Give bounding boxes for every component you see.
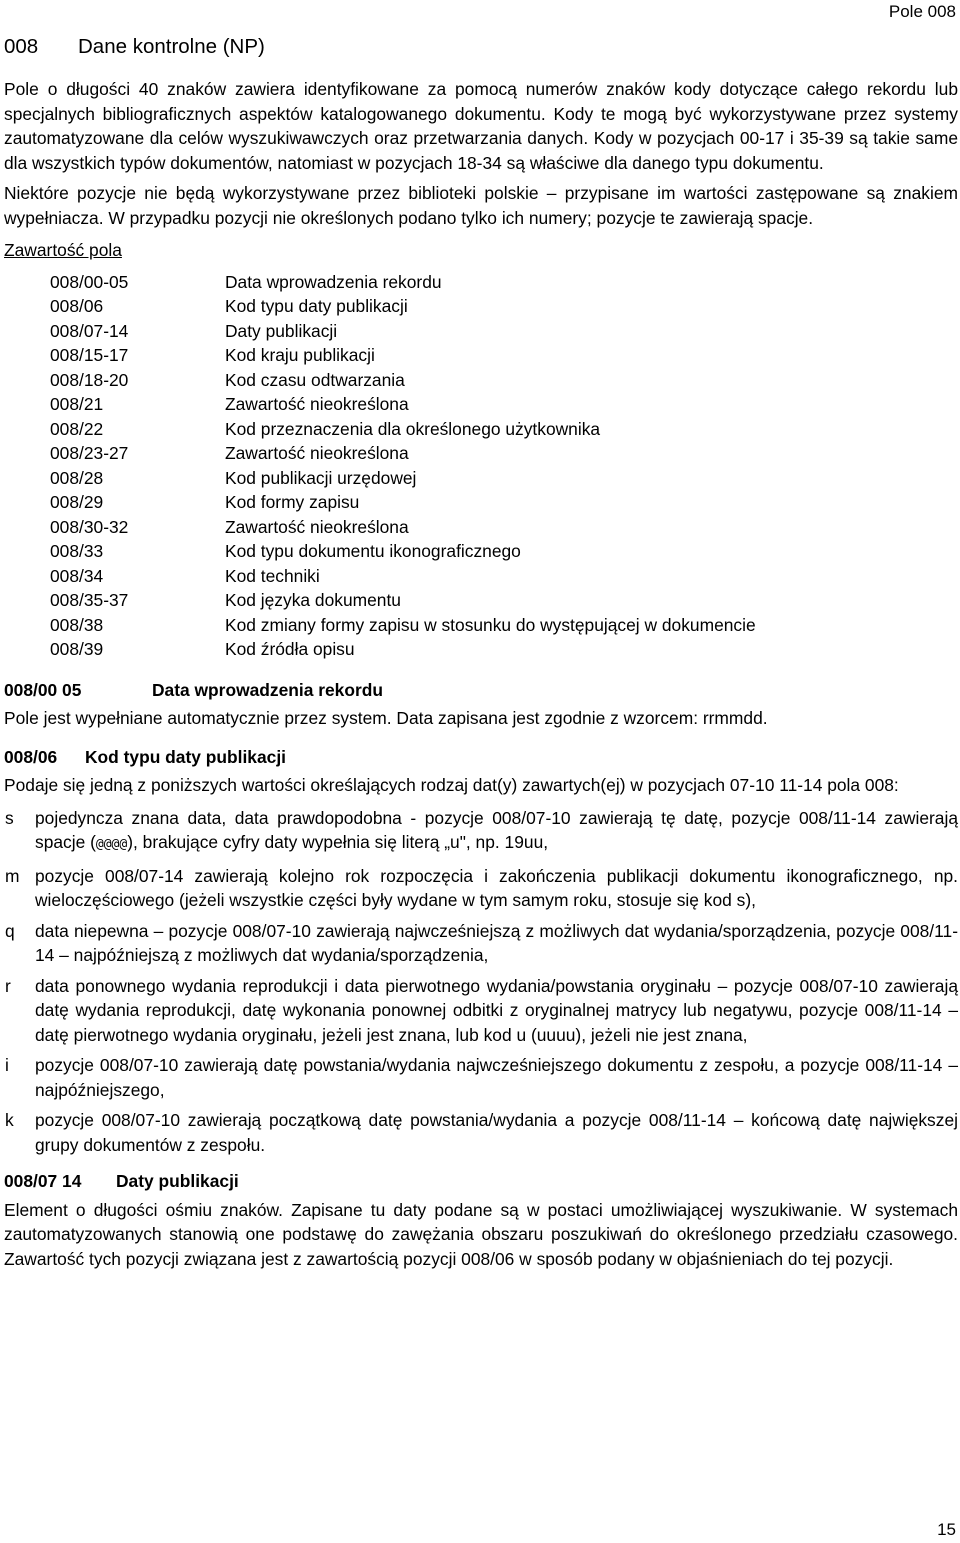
document-body — [4, 77, 958, 1271]
contents-code: 008/15-17 — [50, 345, 129, 365]
code-list — [4, 806, 958, 1158]
contents-code: 008/38 — [50, 614, 104, 635]
section-title: Data wprowadzenia rekordu — [152, 679, 383, 700]
contents-label: Kod czasu odtwarzania — [225, 369, 405, 390]
contents-label: Kod formy zapisu — [225, 492, 360, 512]
contents-label: Kod źródła opisu — [225, 639, 355, 659]
contents-label: Kod publikacji urzędowej — [225, 467, 417, 488]
contents-code: 008/07-14 — [50, 320, 129, 341]
contents-label: Data wprowadzenia rekordu — [225, 271, 442, 292]
page-number: 15 — [937, 1520, 956, 1539]
contents-row — [50, 343, 958, 368]
field-number: 008 — [4, 35, 39, 58]
contents-row — [50, 515, 958, 540]
contents-label: Daty publikacji — [225, 320, 338, 341]
code-description: pozycje 008/07-14 zawierają kolejno rok rozpoczęcia i zakończenia publikacji dokumentu ikonograficznego, np. wieloczęściowego (jeżeli wszystkie części były wydane w tym samym roku, stosuje się kod s), — [35, 865, 958, 910]
contents-code: 008/06 — [50, 296, 104, 316]
contents-row — [50, 588, 958, 613]
page-title — [4, 34, 265, 60]
contents-label: Kod kraju publikacji — [225, 345, 375, 365]
contents-label: Kod typu daty publikacji — [225, 296, 408, 316]
space-symbols: @@@@ — [95, 837, 128, 852]
contents-row — [50, 417, 958, 442]
section-code: 008/06 — [4, 746, 58, 767]
contents-code: 008/30-32 — [50, 516, 129, 537]
code-item — [4, 806, 958, 858]
contents-row — [50, 613, 958, 638]
contents-code: 008/23-27 — [50, 443, 129, 463]
intro-paragraph-2: Niektóre pozycje nie będą wykorzystywane przez biblioteki polskie – przypisane im wartości zastępowane są znakiem wypełniacza. W przypadku pozycji nie określonych podano tylko ich numery; pozycje te zawierają spacje. — [4, 183, 958, 228]
contents-row — [50, 637, 958, 662]
section-title: Kod typu daty publikacji — [85, 746, 286, 767]
contents-row — [50, 319, 958, 344]
contents-code: 008/35-37 — [50, 590, 129, 610]
code-description: pozycje 008/07-10 zawierają datę powstania/wydania najwcześniejszego dokumentu z zespołu, a pozycje 008/11-14 – najpóźniejszego, — [35, 1055, 958, 1100]
contents-label: Zawartość nieokreślona — [225, 443, 409, 463]
section-heading-06 — [4, 745, 958, 770]
code-item — [4, 919, 958, 968]
contents-code: 008/33 — [50, 541, 104, 561]
contents-label: Kod techniki — [225, 565, 320, 586]
contents-label: Zawartość nieokreślona — [225, 516, 409, 537]
section-heading-0005 — [4, 678, 958, 703]
contents-code: 008/39 — [50, 639, 104, 659]
code-item — [4, 974, 958, 1048]
code-item — [4, 1053, 958, 1102]
contents-label: Kod języka dokumentu — [225, 590, 401, 610]
contents-row — [50, 270, 958, 295]
contents-row — [50, 490, 958, 515]
contents-label: Kod typu dokumentu ikonograficznego — [225, 541, 521, 561]
contents-code: 008/28 — [50, 467, 104, 488]
contents-code: 008/22 — [50, 418, 104, 439]
section-intro-06: Podaje się jedną z poniższych wartości określających rodzaj dat(y) zawartych(ej) w pozycjach 07-10 11-14 pola 008: — [4, 775, 899, 795]
contents-row — [50, 466, 958, 491]
contents-row — [50, 441, 958, 466]
code-item — [4, 1108, 958, 1157]
contents-row — [50, 539, 958, 564]
code-description: pojedyncza znana data, data prawdopodobna - pozycje 008/07-10 zawierają tę datę, pozycje 008/11-14 zawierają spacje (@@@@), brakujące cyfry daty wypełnia się literą „u", np. 19uu, — [35, 807, 958, 852]
contents-row — [50, 294, 958, 319]
section-heading-0714 — [4, 1169, 958, 1194]
code-letter: m — [5, 865, 20, 886]
contents-code: 008/18-20 — [50, 369, 129, 390]
section-title: Daty publikacji — [116, 1171, 239, 1191]
contents-code: 008/34 — [50, 565, 104, 586]
code-description: data niepewna – pozycje 008/07-10 zawierają najwcześniejszą z możliwych dat wydania/sporządzenia, pozycje 008/11-14 – najpóźniejszą z możliwych dat wydania/sporządzenia, — [35, 920, 958, 965]
code-letter: k — [5, 1110, 14, 1130]
code-letter: q — [5, 920, 15, 941]
contents-label: Zawartość nieokreślona — [225, 394, 409, 414]
contents-table — [50, 270, 958, 662]
code-description: data ponownego wydania reprodukcji i data pierwotnego wydania/powstania oryginału – pozycje 008/07-10 zawierają datę wydania reprodukcji, datę wykonania ponownej odbitki z oryginalnej matrycy lub negatywu, pozycje 008/11-14 – datę pierwotnego wydania oryginału, jeżeli jest znana, lub kod u (uuuu), jeżeli nie jest znana, — [35, 975, 958, 1045]
field-title: Dane kontrolne (NP) — [78, 35, 265, 58]
contents-row — [50, 564, 958, 589]
contents-code: 008/21 — [50, 394, 104, 414]
code-description: pozycje 008/07-10 zawierają początkową datę powstania/wydania a pozycje 008/11-14 – końcową datę największej grupy dokumentów z zespołu. — [35, 1110, 958, 1155]
section-code: 008/07 14 — [4, 1171, 82, 1191]
code-letter: r — [5, 975, 11, 996]
contents-code: 008/29 — [50, 492, 104, 512]
contents-code: 008/00-05 — [50, 271, 129, 292]
code-letter: s — [5, 807, 14, 828]
contents-label: Kod przeznaczenia dla określonego użytkownika — [225, 418, 601, 439]
contents-row — [50, 392, 958, 417]
contents-label: Kod zmiany formy zapisu w stosunku do występującej w dokumencie — [225, 614, 756, 635]
running-header: Pole 008 — [888, 2, 956, 21]
intro-paragraph-1: Pole o długości 40 znaków zawiera identyfikowane za pomocą numerów znaków kody dotyczące całego rekordu lub specjalnych bibliograficznych aspektów katalogowanego dokumentu. Kody te mogą być wykorzystywane przez systemy zautomatyzowane dla celów wyszukiwawczych oraz przetwarzania danych. Kody w pozycjach 00-17 i 35-39 są takie same dla wszystkich typów dokumentów, natomiast w pozycjach 18-34 są właściwe dla danego typu dokumentu. — [4, 79, 958, 173]
section-text-0005: Pole jest wypełniane automatycznie przez system. Data zapisana jest zgodnie z wzorcem: rrmmdd. — [4, 708, 768, 728]
code-letter: i — [5, 1055, 9, 1075]
code-item — [4, 864, 958, 913]
section-text-0714: Element o długości ośmiu znaków. Zapisane tu daty podane są w postaci umożliwiającej wyszukiwanie. W systemach zautomatyzowanych stanowią one podstawę do zawężania obszaru poszukiwań do określonego przedziału czasowego. Zawartość tych pozycji związana jest z zawartością pozycji 008/06 w sposób podany w objaśnieniach do tej pozycji. — [4, 1199, 958, 1269]
contents-heading: Zawartość pola — [4, 240, 122, 260]
section-code: 008/00 05 — [4, 679, 82, 700]
contents-row — [50, 368, 958, 393]
